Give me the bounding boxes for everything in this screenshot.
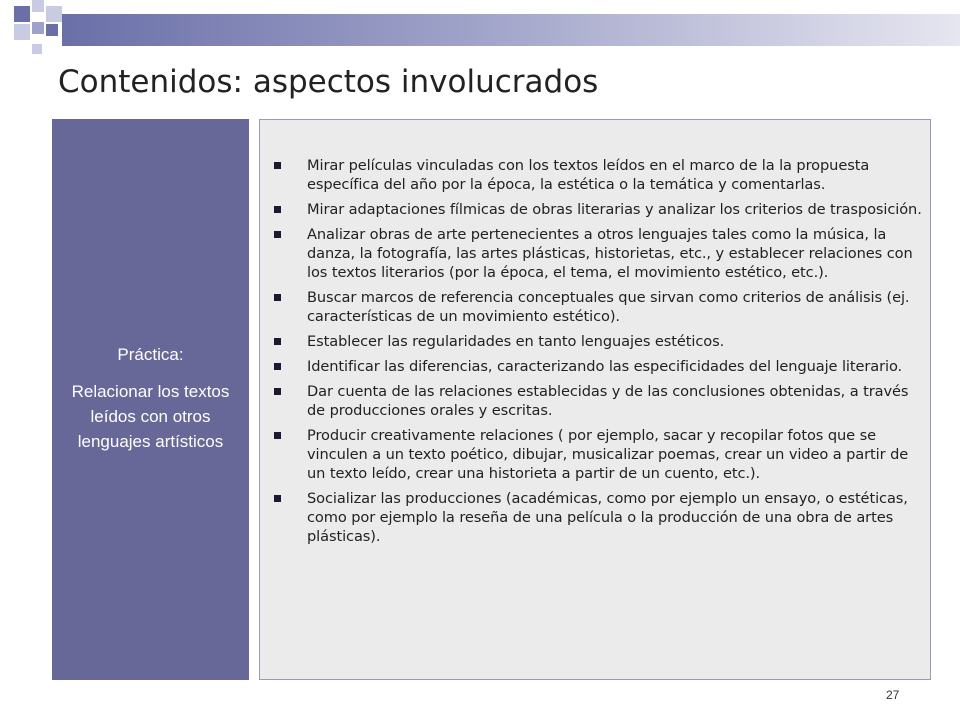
bullet-item	[260, 225, 932, 282]
bullet-item	[260, 426, 932, 483]
page-number: 27	[886, 688, 900, 702]
bullet-text: Dar cuenta de las relaciones establecidas y de las conclusiones obtenidas, a través de producciones orales y escritas.	[307, 383, 909, 419]
bullet-item	[260, 332, 932, 351]
content-box	[259, 119, 931, 680]
square-bullet-icon	[274, 162, 281, 169]
decor-square-1	[14, 6, 30, 22]
bullet-item	[260, 489, 932, 546]
decor-square-2	[32, 0, 44, 12]
bullet-text: Socializar las producciones (académicas, como por ejemplo un ensayo, o estéticas, como por ejemplo la reseña de una película o la producción de una obra de artes plásticas).	[307, 490, 908, 545]
header-gradient-bar	[62, 14, 960, 46]
square-bullet-icon	[274, 363, 281, 370]
square-bullet-icon	[274, 432, 281, 439]
bullet-item	[260, 200, 932, 219]
bullet-text: Analizar obras de arte pertenecientes a otros lenguajes tales como la música, la danza, la fotografía, las artes plásticas, historietas, etc., y establecer relaciones con los textos literarios (por la época, el tema, el movimiento estético, etc.).	[307, 226, 913, 281]
bullet-item	[260, 357, 932, 376]
bullet-text: Identificar las diferencias, caracterizando las especificidades del lenguaje literario.	[307, 358, 903, 375]
bullet-list	[260, 156, 932, 552]
practice-description: Relacionar los textos leídos con otros lenguajes artísticos	[71, 382, 230, 451]
decor-square-6	[46, 24, 58, 36]
practice-panel	[52, 119, 249, 680]
square-bullet-icon	[274, 495, 281, 502]
square-bullet-icon	[274, 294, 281, 301]
bullet-item	[260, 156, 932, 194]
decor-square-5	[14, 24, 30, 40]
bullet-item	[260, 288, 932, 326]
slide-title: Contenidos: aspectos involucrados	[58, 64, 599, 100]
bullet-text: Establecer las regularidades en tanto lenguajes estéticos.	[307, 333, 725, 350]
square-bullet-icon	[274, 338, 281, 345]
decor-square-4	[46, 6, 62, 22]
practice-heading: Práctica:	[117, 345, 184, 364]
bullet-text: Mirar adaptaciones fílmicas de obras literarias y analizar los criterios de trasposición.	[307, 201, 922, 218]
decor-square-3	[32, 22, 44, 34]
bullet-item	[260, 382, 932, 420]
square-bullet-icon	[274, 388, 281, 395]
bullet-text: Producir creativamente relaciones ( por ejemplo, sacar y recopilar fotos que se vinculen a un texto poético, dibujar, musicalizar poemas, crear un video a partir de un texto leído, crear una historieta a partir de un cuento, etc.).	[307, 427, 909, 482]
square-bullet-icon	[274, 231, 281, 238]
bullet-text: Mirar películas vinculadas con los textos leídos en el marco de la la propuesta específica del año por la época, la estética o la temática y comentarlas.	[307, 157, 870, 193]
decor-square-7	[32, 44, 42, 54]
bullet-text: Buscar marcos de referencia conceptuales que sirvan como criterios de análisis (ej. características de un movimiento estético).	[307, 289, 910, 325]
square-bullet-icon	[274, 206, 281, 213]
